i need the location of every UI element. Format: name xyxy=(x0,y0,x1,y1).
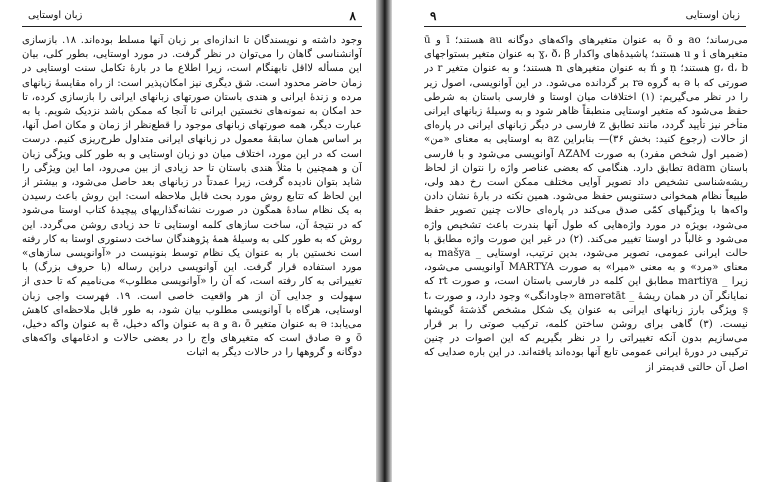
running-title: زبان اوستایی xyxy=(685,10,740,21)
body-text xyxy=(424,34,748,476)
running-title: زبان اوستایی xyxy=(28,10,83,21)
page-number: ۸ xyxy=(349,9,356,23)
paragraph: می‌رساند؛ ao و ō به عنوان متغیرهای واکه‌های دوگانه au هستند؛ ī و ū متغیرهای i و u هستند؛ پاشیدهٔ‌های واکدار ɣ، ð، β به عنوان متغیر بستواجهای g، d، b هستند؛ ṇ و ń به عنوان متغیرهای n هستند؛ و به عنوان متغیر r در صورتی که با ǝ به گروه rǝ بر گردانده می‌شود. در این آوانویسی، اصول زیر را در نظر می‌گیریم: (۱) اختلافات میان اوستا و فارسی باستان به شرطی حفظ می‌شود که متغیر اوستایی منطبقاً ظاهر شود و به وسیلهٔ زبانهای ایرانی متأخر نیز تأیید گردد، مانند تطابق z فارسی در دیگر زبانهای ایرانی در پاره‌ای از حالات (رجوع کنید: بخش ۳۶)— بنابراین az به اوستایی به معنای «من» (ضمیر اول شخص مفرد) به صورت AZAM آوانویسی می‌شود و با فارسی باستان adam تطابق دارد. هنگامی که بعضی عناصر واژه را نتوان از لحاظ ریشه‌شناسی تشخیص داد تصویر آوایی مختلف ممکن است رخ دهد ولی، طبیعاً نظام همخوانی دستنویس حفظ می‌شود. همین نکته در بارهٔ نشان دادن واکه‌ها با ویژگیهای کمّی صدق می‌کند در پاره‌ای حالات چنین تصویر حفظ می‌شود، بویژه در مورد واژه‌هایی که طول آنها بندرت باعث تشخیص واژه می‌شود و غالباً در اوستا تغییر می‌کند. (۲) در غیر این صورت واژه مطابق با حالت ایرانی عمومی، تصویر می‌شود، بدین ترتیب، اوستایی _ mašya به معنای «مرد» و به معنی «میرا» به صورت MARTYA آوانویسی می‌شود، زیرا _ martiya مطابق این کلمه در فارسی باستان است، و صورت rt که نمایانگر آن در همان ریشهٔ _ amərətāt «جاودانگی» وجود دارد، و صورت t، ṣ ویژگی بارز زبانهای ایرانی به عنوان یک شکل مشخص گذشتهٔ گویشها نیست. (۳) گاهی برای روشن ساختن کلمه، ترکیب صوتی را بر قرار می‌سازیم بدون آنکه تغییراتی را در نظر بگیریم که این اصوات در چنین ترکیبی در دورهٔ ایرانی عمومی تابع آنها بوده‌اند یافته‌اند. در این باره صدایی که اصل آن حالتی قدیمتر از xyxy=(424,35,748,373)
paragraph: وجود داشته و نویسندگان تا اندازه‌ای بر زبان آنها مسلط بوده‌اند. ۱۸. بازسازی آوانشناسی گاهان را می‌توان در نظر گرفت. در مورد اوستایی، بطور کلی، بیان این مسأله لااقل نابهنگام است، زیرا اطلاع ما در بارهٔ تکامل سنت اوستایی در زمان حاضر محدود است. شق دیگری نیز امکان‌پذیر است: از راه مقایسهٔ زبانهای مرده و زندهٔ ایرانی و هندی باستان صورتهای زبانهای ایرانی را بازسازی کرده، تا حد امکان به نمونه‌های نخستین ایرانی تا آنجا که ممکن باشد نزدیک شویم. یا به عبارت دیگر، همه صورتهای زبانهای موجود را قطع‌نظر از زمان و مکان اصل آنها، بر اساس همان سابقهٔ معمول در زبانهای ایرانی متداول طرح‌ریزی کنیم. درست است که در این مورد، اختلاف میان دو زبان اوستایی و به طور کلی ویژگی زبان آن و همچنین با مثلاً هندی باستان تا حد زیادی از بین می‌رود، اما این ویژگی را شاید بتوان نادیده گرفت، زیرا عمدتاً در زبانهای بعد حاصل می‌شود، و بیشتر از این لحاظ که تتابع روش مورد بحث قابل ملاحظه است: این روش باعث رسیدن به یک نظام سادهٔ همگون در صورت نشانه‌گذاریهای پیچیدهٔ کتاب اوستا می‌شود که در نتیجهٔ آن، ساخت سازهای کلمه اوستایی تا حد زیادی روشن می‌گردد. این روش که به طور کلی به وسیلهٔ همهٔ پژوهندگان ساخت دستوری اوستا به کار رفته است نخستین بار به عنوان یک نظام توسط بنونیست در «آوانویسی سازهای» مورد استفاده قرار گرفت. این آوانویسی دراین رساله (با حروف بزرگ) با تغییراتی به کار رفته است، که آن را «آوانویسی مطلوب» می‌نامیم که تا حدی از سهولت و جدایی آن از هر واقعیت خاصی است. ۱۹. فهرست واجی زبان اوستایی، هرگاه با آوانویسی مطلوب بیان شود، به طور قابل ملاحظه‌ای کاهش می‌یابد: ə به عنوان متغیر a، ō و a به عنوان واکه دخیل، ē به عنوان واکه دخیل، ō و ə صادق است که متغیرهای واج را در بعضی حالات و ادغامهای واکه‌های دوگانه و گروهها را در حالات دیگر به اثبات xyxy=(22,35,362,359)
book-gutter xyxy=(376,0,392,482)
page-number: ۹ xyxy=(430,9,437,23)
page-header xyxy=(22,8,362,27)
body-text xyxy=(22,34,362,476)
right-page xyxy=(384,0,768,482)
page-header xyxy=(424,8,746,27)
